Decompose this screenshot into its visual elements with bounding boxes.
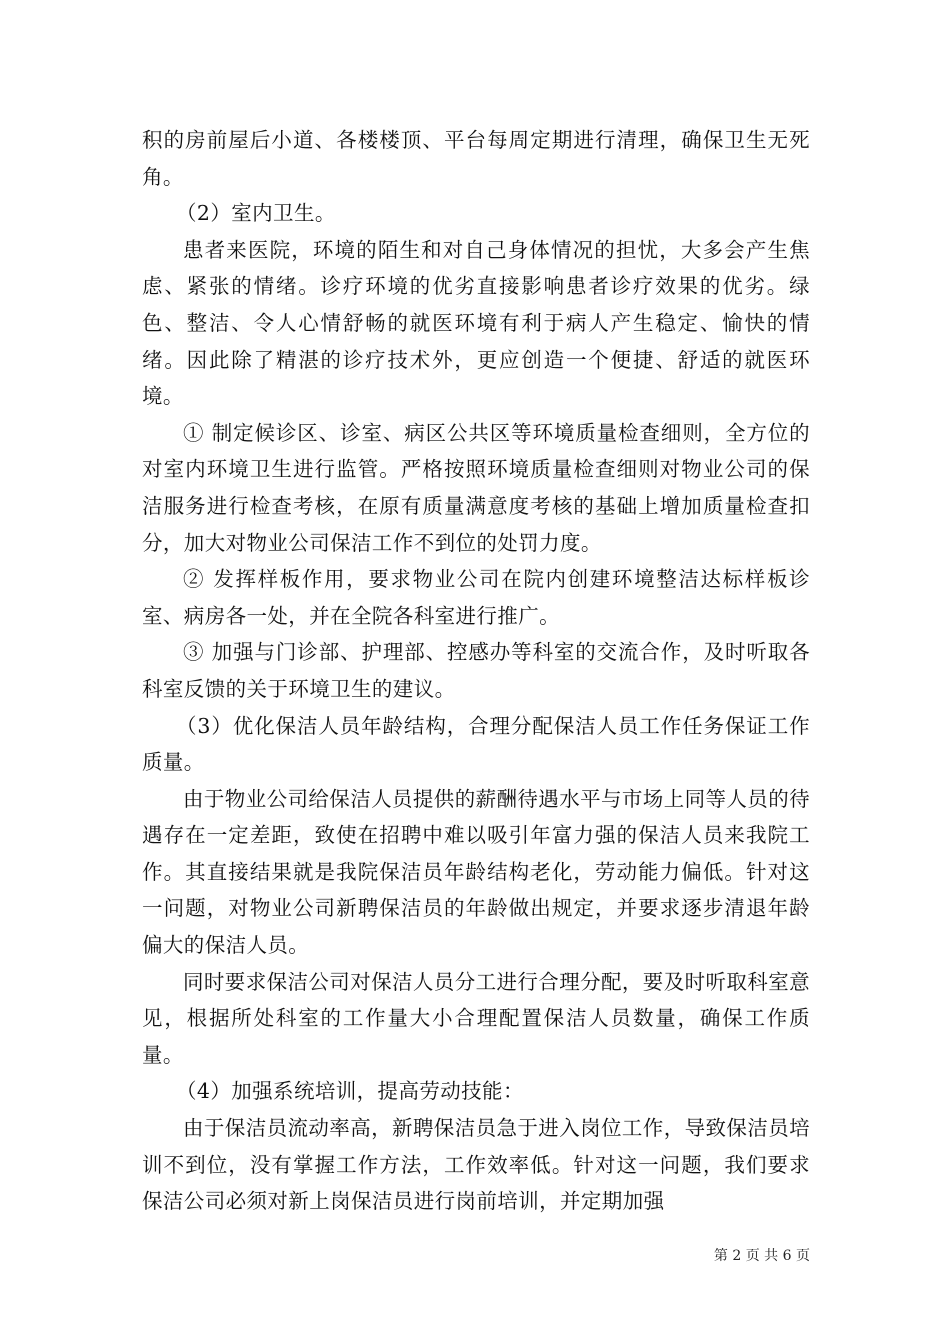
paragraph-item-1-inspection-rules: ① 制定候诊区、诊室、病区公共区等环境质量检查细则，全方位的对室内环境卫生进行监管。严格按照环境质量检查细则对物业公司的保洁服务进行检查考核，在原有质量满意度考核的基础上增加质量检查扣分，加大对物业公司保洁工作不到位的处罚力度。 bbox=[142, 420, 810, 555]
document-body bbox=[142, 122, 810, 1220]
section-heading-indoor-hygiene: （2）室内卫生。 bbox=[176, 201, 336, 226]
paragraph-salary-aging: 由于物业公司给保洁人员提供的薪酬待遇水平与市场上同等人员的待遇存在一定差距，致使在招聘中难以吸引年富力强的保洁人员来我院工作。其直接结果就是我院保洁员年龄结构老化，劳动能力偏低。针对这一问题，对物业公司新聘保洁员的年龄做出规定，并要求逐步清退年龄偏大的保洁人员。 bbox=[142, 786, 810, 958]
paragraph-task-allocation: 同时要求保洁公司对保洁人员分工进行合理分配，要及时听取科室意见，根据所处科室的工作量大小合理配置保洁人员数量，确保工作质量。 bbox=[142, 969, 810, 1067]
paragraph-item-3-cooperation: ③ 加强与门诊部、护理部、控感办等科室的交流合作，及时听取各科室反馈的关于环境卫生的建议。 bbox=[142, 640, 810, 701]
paragraph-item-2-model-rooms: ② 发挥样板作用，要求物业公司在院内创建环境整洁达标样板诊室、病房各一处，并在全院各科室进行推广。 bbox=[142, 567, 810, 628]
paragraph-continuation: 积的房前屋后小道、各楼楼顶、平台每周定期进行清理，确保卫生无死角。 bbox=[142, 128, 810, 189]
paragraph-patient-environment: 患者来医院，环境的陌生和对自己身体情况的担忧，大多会产生焦虑、紧张的情绪。诊疗环境的优劣直接影响患者诊疗效果的优劣。绿色、整洁、令人心情舒畅的就医环境有利于病人产生稳定、愉快的情绪。因此除了精湛的诊疗技术外，更应创造一个便捷、舒适的就医环境。 bbox=[142, 237, 810, 409]
page-number-footer: 第 2 页 共 6 页 bbox=[713, 1248, 810, 1264]
paragraph-training-detail: 由于保洁员流动率高，新聘保洁员急于进入岗位工作，导致保洁员培训不到位，没有掌握工作方法，工作效率低。针对这一问题，我们要求保洁公司必须对新上岗保洁员进行岗前培训，并定期加强 bbox=[142, 1116, 810, 1214]
section-heading-training: （4）加强系统培训，提高劳动技能： bbox=[176, 1079, 524, 1104]
section-heading-age-structure: （3）优化保洁人员年龄结构，合理分配保洁人员工作任务保证工作质量。 bbox=[142, 713, 810, 775]
